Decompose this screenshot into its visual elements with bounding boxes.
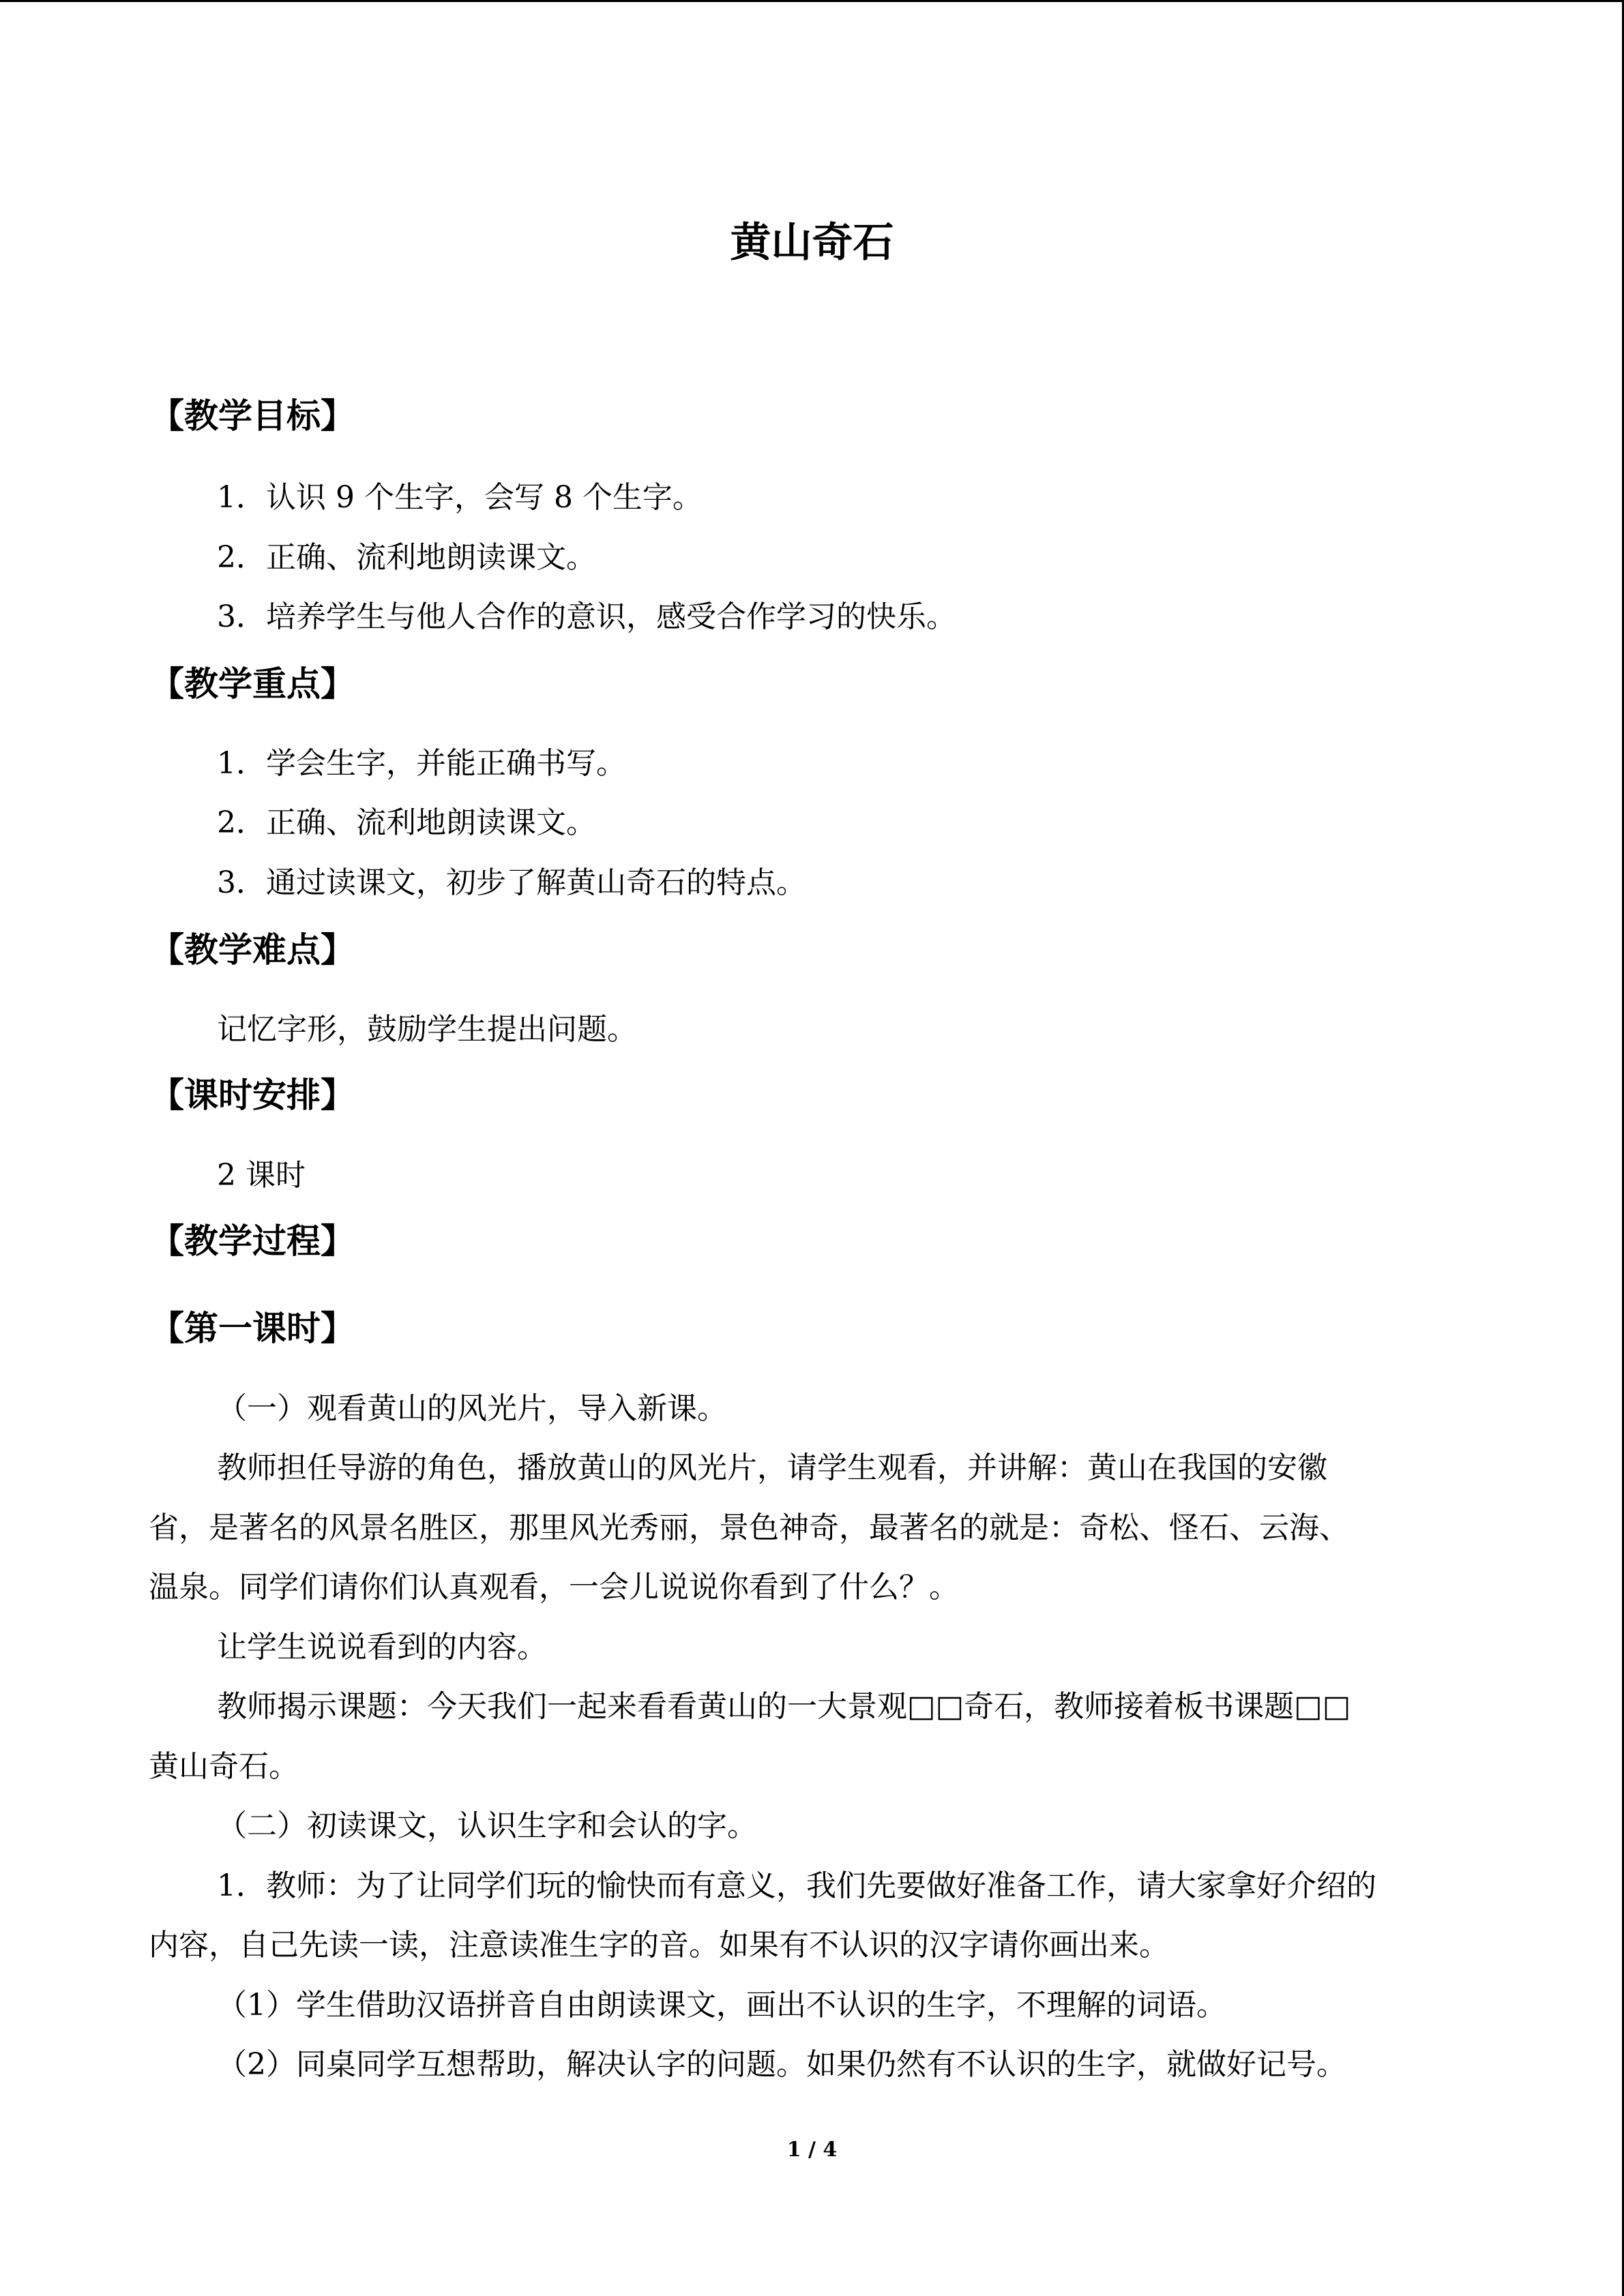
goal-item-2: 2．正确、流利地朗读课文。 (217, 540, 596, 575)
lesson-paragraph-line: 省，是著名的风景名胜区，那里风光秀丽，景色神奇，最著名的就是：奇松、怪石、云海、 (149, 1510, 1349, 1545)
heading-difficulties: 【教学难点】 (150, 930, 355, 970)
lesson-paragraph-line: 1．教师：为了让同学们玩的愉快而有意义，我们先要做好准备工作，请大家拿好介绍的 (217, 1868, 1376, 1903)
goal-item-3: 3．培养学生与他人合作的意识，感受合作学习的快乐。 (217, 599, 956, 634)
schedule-text: 2 课时 (217, 1158, 306, 1193)
heading-process: 【教学过程】 (150, 1221, 355, 1261)
heading-schedule: 【课时安排】 (150, 1075, 355, 1115)
page-title: 黄山奇石 (730, 219, 894, 267)
key-point-item-1: 1．学会生字，并能正确书写。 (217, 746, 626, 781)
lesson-paragraph-line: （2）同桌同学互想帮助，解决认字的问题。如果仍然有不认识的生字，就做好记号。 (217, 2047, 1346, 2082)
goal-item-1: 1．认识 9 个生字，会写 8 个生字。 (217, 480, 703, 515)
key-point-item-3: 3．通过读课文，初步了解黄山奇石的特点。 (217, 865, 806, 900)
lesson-paragraph-line: 教师揭示课题：今天我们一起来看看黄山的一大景观□□奇石，教师接着板书课题□□ (217, 1689, 1351, 1724)
lesson-paragraph-line: （一）观看黄山的风光片，导入新课。 (217, 1391, 727, 1426)
heading-key-points: 【教学重点】 (150, 664, 355, 704)
key-point-item-2: 2．正确、流利地朗读课文。 (217, 805, 596, 840)
lesson-paragraph-line: 黄山奇石。 (149, 1749, 299, 1784)
lesson-paragraph-line: 内容，自己先读一读，注意读准生字的音。如果有不认识的汉字请你画出来。 (149, 1928, 1169, 1963)
heading-first-lesson: 【第一课时】 (150, 1309, 355, 1348)
lesson-paragraph-line: 温泉。同学们请你们认真观看，一会儿说说你看到了什么？。 (149, 1570, 959, 1605)
lesson-paragraph-line: （二）初读课文，认识生字和会认的字。 (217, 1808, 757, 1843)
lesson-paragraph-line: 让学生说说看到的内容。 (217, 1630, 547, 1665)
difficulties-text: 记忆字形，鼓励学生提出问题。 (217, 1012, 637, 1047)
lesson-paragraph-line: 教师担任导游的角色，播放黄山的风光片，请学生观看，并讲解：黄山在我国的安徽 (217, 1450, 1327, 1485)
page-number: 1 / 4 (786, 2138, 838, 2162)
heading-teaching-goals: 【教学目标】 (150, 396, 355, 436)
lesson-paragraph-line: （1）学生借助汉语拼音自由朗读课文，画出不认识的生字，不理解的词语。 (217, 1988, 1226, 2023)
